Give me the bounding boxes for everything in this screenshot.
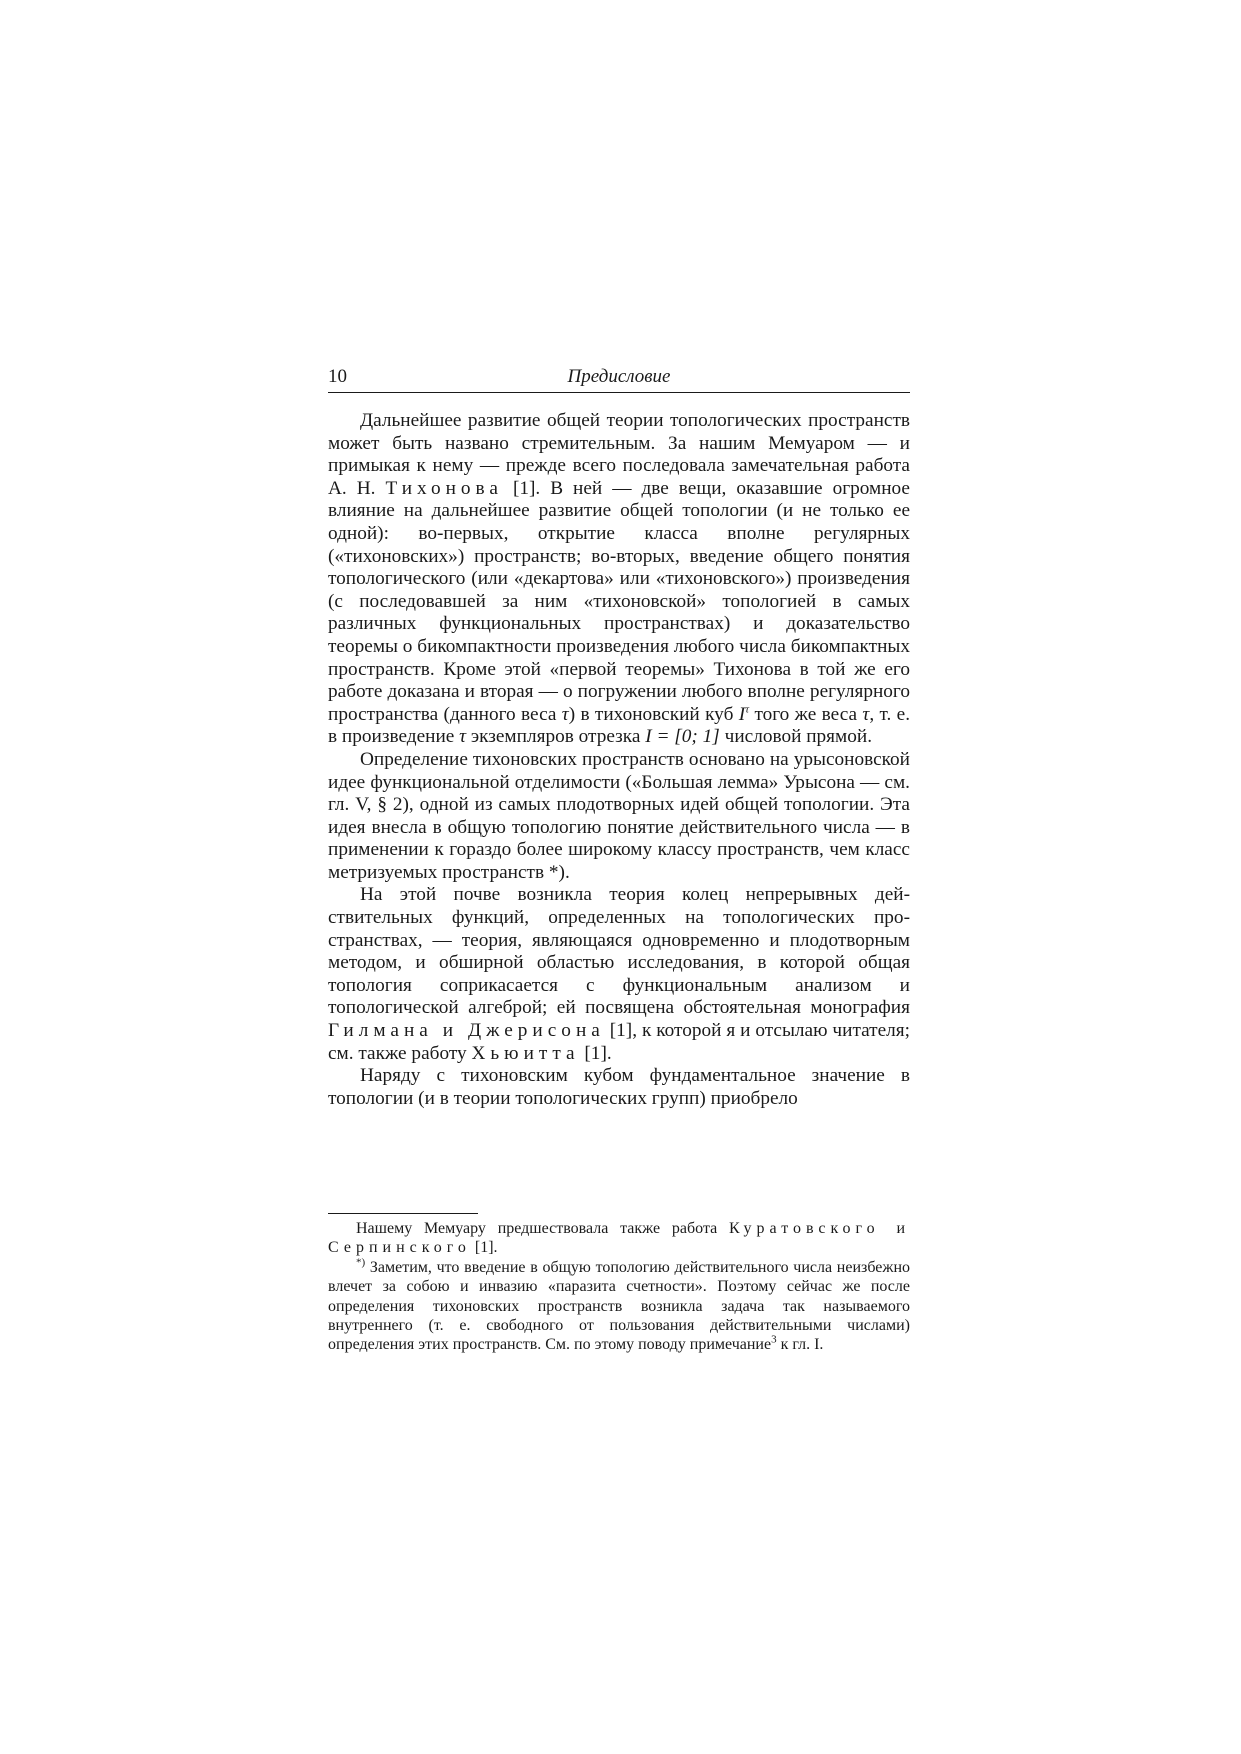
footnote-2 (328, 1258, 910, 1355)
text-span: [1]. (470, 1239, 498, 1257)
text-span: [1]. В ней — две вещи, оказавшие огромное влияние на дальнейшее развитие общей топологии (и не только ее одной): во-первых, открытие класса вполне регулярных («тихоновских») пространств; во-вторых, введение общего понятия топологического (или «декартова» или «тихоновского») произведения (с последовавшей за ним «тихоновской» топологией в самых различных функциональных пространствах) и доказательство теоремы о бикомпактности произведения любого числа бикомпактных пространств. Кроме этой «первой теоремы» Тихонова в той же его работе доказана и вторая — о погружении любого вполне регулярного пространства (данного веса (328, 477, 911, 725)
paragraph-3 (328, 884, 910, 1065)
text-span: Дальнейшее развитие общей теории топологических пространств может быть названо стремительным. За нашим Мемуаром — и примыкая к нему — прежде всего последовала замечательная работа А. Н. (328, 410, 910, 499)
text-span: На этой почве возникла теория колец непрерывных действительных функций, определенных на топологических пространствах, — теория, являющаяся одновременно и плодотворным методом, и обширной областью исследования, в которой общая топология соприкасается с функциональным анализом и топологической алгеброй; ей посвящена обстоятельная монография (328, 884, 910, 1019)
text-span: Нашему Мемуару предшествовала также работа (356, 1220, 730, 1237)
footnotes (328, 1219, 910, 1355)
math-symbol: τ (561, 703, 569, 725)
footnote-1 (328, 1219, 910, 1258)
text-span: ) в тихоновский куб (568, 703, 739, 725)
running-title: Предисловие (567, 366, 671, 387)
math-symbol: τ (862, 703, 870, 725)
math-formula: I = [0; 1] (645, 726, 720, 748)
text-span: того же веса (749, 703, 863, 725)
author-name: Гилмана и Джерисона (328, 1020, 605, 1042)
paragraph-4: Наряду с тихоновским кубом фундаментальное значение в топологии (и в теории топологических групп) приобрело (328, 1065, 910, 1109)
text-span: , т. е. в произведение (328, 703, 911, 748)
footnote-divider (328, 1213, 478, 1214)
footnote-marker: *) (356, 1256, 366, 1269)
main-text (328, 410, 910, 1110)
text-span: к гл. I. (776, 1336, 824, 1354)
paragraph-1 (328, 410, 910, 749)
author-name: Тихонова (385, 477, 503, 499)
page-number: 10 (328, 366, 347, 387)
paragraph-2: Определение тихоновских пространств основано на урысоновской идее функциональной отделимости («Большая лемма» Урысона — см. гл. V, § 2), одной из самых плодотворных идей общей топологии. Эта идея внесла в общую топологию понятие действительного числа — в применении к гораздо более широкому классу пространств, чем класс метризуемых пространств *). (328, 748, 910, 883)
page-header (328, 366, 910, 393)
author-name: Хьюитта (471, 1042, 580, 1064)
note-reference: 3 (771, 1334, 777, 1347)
math-symbol: I (738, 703, 746, 725)
author-name: Куратовского и Серпинского (328, 1220, 911, 1257)
text-span: числовой прямой. (719, 726, 873, 748)
text-span: Заметим, что введение в общую топологию действительного числа неизбежно влечет за собою и инвазию «паразита счетности». Поэтому сейчас же после определения тихоновских пространств возникла задача так называемого внутреннего (т. е. свободного от пользования действительными числами) определения этих пространств. См. по этому поводу примечание (328, 1258, 910, 1354)
text-span: [1], к которой я и отсылаю читателя; см. также работу (328, 1020, 910, 1064)
math-superscript: τ (745, 703, 750, 716)
text-span: экземпляров отрезка (466, 726, 646, 748)
text-span: [1]. (579, 1042, 612, 1064)
math-symbol: τ (459, 726, 467, 748)
